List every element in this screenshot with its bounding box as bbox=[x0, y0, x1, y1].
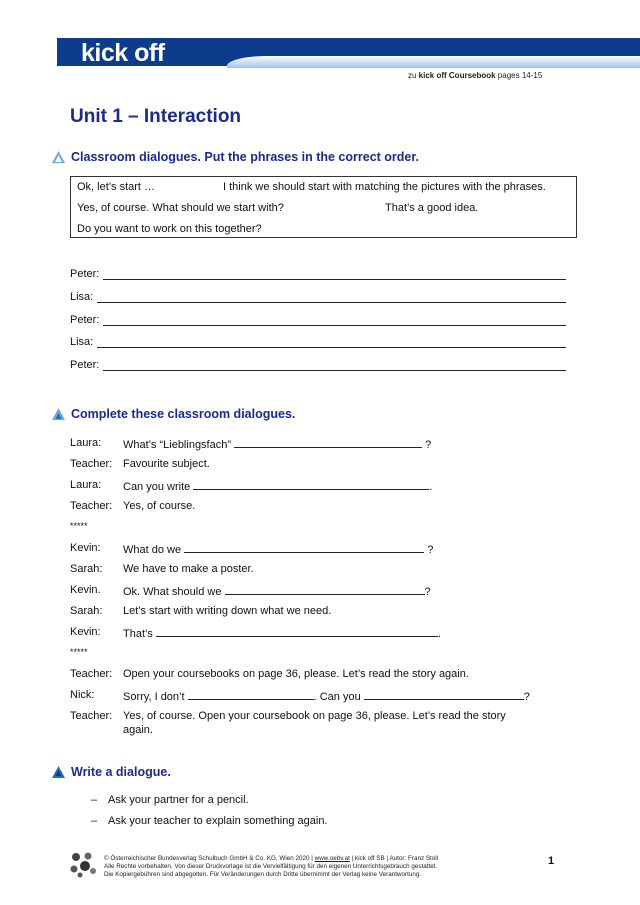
banner-wave bbox=[227, 56, 640, 68]
section1-heading bbox=[52, 150, 419, 164]
blank-line[interactable] bbox=[188, 689, 314, 700]
speaker-label: Sarah: bbox=[70, 563, 103, 575]
speaker-label: Peter: bbox=[70, 314, 100, 326]
speaker-label: Laura: bbox=[70, 479, 102, 491]
dialogue-text: What do we bbox=[123, 544, 182, 556]
section1-heading-text: Classroom dialogues. Put the phrases in the correct order. bbox=[71, 150, 420, 164]
separator-stars: ***** bbox=[70, 521, 88, 531]
phrase: That’s a good idea. bbox=[385, 202, 479, 214]
phrase: Ok, let’s start … bbox=[77, 181, 156, 193]
speaker-label: Laura: bbox=[70, 437, 102, 449]
footer-copyright: © Österreichischer Bundesverlag Schulbuch GmbH & Co. KG, Wien 2020 | www.oebv.at | kick off SB | Autor: Franz Stoll Alle Rechte vorbehalten. Von dieser Druckvorlage ist die Vervielfältigung für den eigenen Unterrichtsgebrauch gestattet. Die Kopiergebühren sind abgegolten. Für Veränderungen durch Dritte übernimmt der Verlag keine Verantwortung. bbox=[104, 855, 439, 878]
dash-marker: – bbox=[91, 815, 98, 827]
dialogue-text: ? bbox=[523, 691, 530, 703]
kick-off-logo: kick off bbox=[81, 39, 165, 67]
dialogue-text: Let’s start with writing down what we need. bbox=[123, 605, 332, 617]
blank-line[interactable] bbox=[97, 291, 566, 303]
phrase-box bbox=[70, 176, 577, 238]
dialogue-text: ? bbox=[424, 586, 431, 598]
answer-line[interactable] bbox=[70, 334, 566, 348]
publisher-logo-icon bbox=[68, 850, 98, 878]
level-triangle-icon bbox=[52, 766, 65, 778]
speaker-label: Teacher: bbox=[70, 710, 113, 722]
speaker-label: Lisa: bbox=[70, 336, 94, 348]
answer-line[interactable] bbox=[70, 266, 566, 280]
phrase: Do you want to work on this together? bbox=[77, 223, 262, 235]
blank-line[interactable] bbox=[225, 584, 425, 595]
answer-line[interactable] bbox=[70, 289, 566, 303]
separator-stars: ***** bbox=[70, 647, 88, 657]
phrase: Yes, of course. What should we start with? bbox=[77, 202, 284, 214]
dialogue-text: . Can you bbox=[313, 691, 361, 703]
speaker-label: Peter: bbox=[70, 359, 100, 371]
blank-line[interactable] bbox=[97, 336, 566, 348]
speaker-label: Kevin: bbox=[70, 626, 101, 638]
section2-heading-text: Complete these classroom dialogues. bbox=[71, 407, 296, 421]
answer-line[interactable] bbox=[70, 312, 566, 326]
bullet-text: Ask your teacher to explain something again. bbox=[108, 815, 328, 827]
dialogue-text: ? bbox=[425, 439, 432, 451]
speaker-label: Kevin. bbox=[70, 584, 101, 596]
page-number: 1 bbox=[548, 855, 555, 867]
blank-line[interactable] bbox=[193, 479, 429, 490]
dash-marker: – bbox=[91, 794, 98, 806]
speaker-label: Teacher: bbox=[70, 668, 113, 680]
dialogue-text: That’s bbox=[123, 628, 153, 640]
speaker-label: Teacher: bbox=[70, 500, 113, 512]
dialogue-text: Open your coursebooks on page 36, please. Let’s read the story again. bbox=[123, 668, 469, 680]
dialogue-text: Yes, of course. bbox=[123, 500, 196, 512]
level-triangle-icon bbox=[52, 408, 65, 420]
dialogue-text: . bbox=[429, 481, 433, 493]
speaker-label: Sarah: bbox=[70, 605, 103, 617]
phrase: I think we should start with matching the pictures with the phrases. bbox=[223, 181, 546, 193]
dialogue-text: What’s “Lieblingsfach” bbox=[123, 439, 232, 451]
publisher-link[interactable]: www.oebv.at bbox=[314, 855, 350, 862]
blank-line[interactable] bbox=[156, 626, 438, 637]
dialogue-text: Sorry, I don’t bbox=[123, 691, 185, 703]
speaker-label: Nick: bbox=[70, 689, 95, 701]
dialogue-text: ? bbox=[427, 544, 434, 556]
page-title: Unit 1 – Interaction bbox=[70, 106, 242, 127]
bullet-text: Ask your partner for a pencil. bbox=[108, 794, 249, 806]
dialogue-text: again. bbox=[123, 724, 153, 736]
blank-line[interactable] bbox=[103, 268, 566, 280]
coursebook-reference: zu kick off Coursebook pages 14-15 bbox=[408, 71, 543, 80]
section2-heading bbox=[52, 407, 295, 421]
dialogue-text: We have to make a poster. bbox=[123, 563, 254, 575]
blank-line[interactable] bbox=[103, 314, 566, 326]
blank-line[interactable] bbox=[234, 437, 422, 448]
dialogue-text: Favourite subject. bbox=[123, 458, 210, 470]
dialogue-text: Yes, of course. Open your coursebook on page 36, please. Let’s read the story bbox=[123, 710, 506, 722]
answer-line[interactable] bbox=[70, 357, 566, 371]
blank-line[interactable] bbox=[364, 689, 524, 700]
dialogue-text: Ok. What should we bbox=[123, 586, 222, 598]
blank-line[interactable] bbox=[103, 359, 566, 371]
speaker-label: Lisa: bbox=[70, 291, 94, 303]
section3-heading-text: Write a dialogue. bbox=[71, 765, 171, 779]
dialogue-text: Can you write bbox=[123, 481, 191, 493]
speaker-label: Kevin: bbox=[70, 542, 101, 554]
speaker-label: Teacher: bbox=[70, 458, 113, 470]
speaker-label: Peter: bbox=[70, 268, 100, 280]
dialogue-text: . bbox=[437, 628, 441, 640]
blank-line[interactable] bbox=[184, 542, 424, 553]
header-banner bbox=[57, 38, 640, 70]
level-triangle-icon bbox=[52, 151, 65, 163]
section3-heading bbox=[52, 765, 171, 779]
